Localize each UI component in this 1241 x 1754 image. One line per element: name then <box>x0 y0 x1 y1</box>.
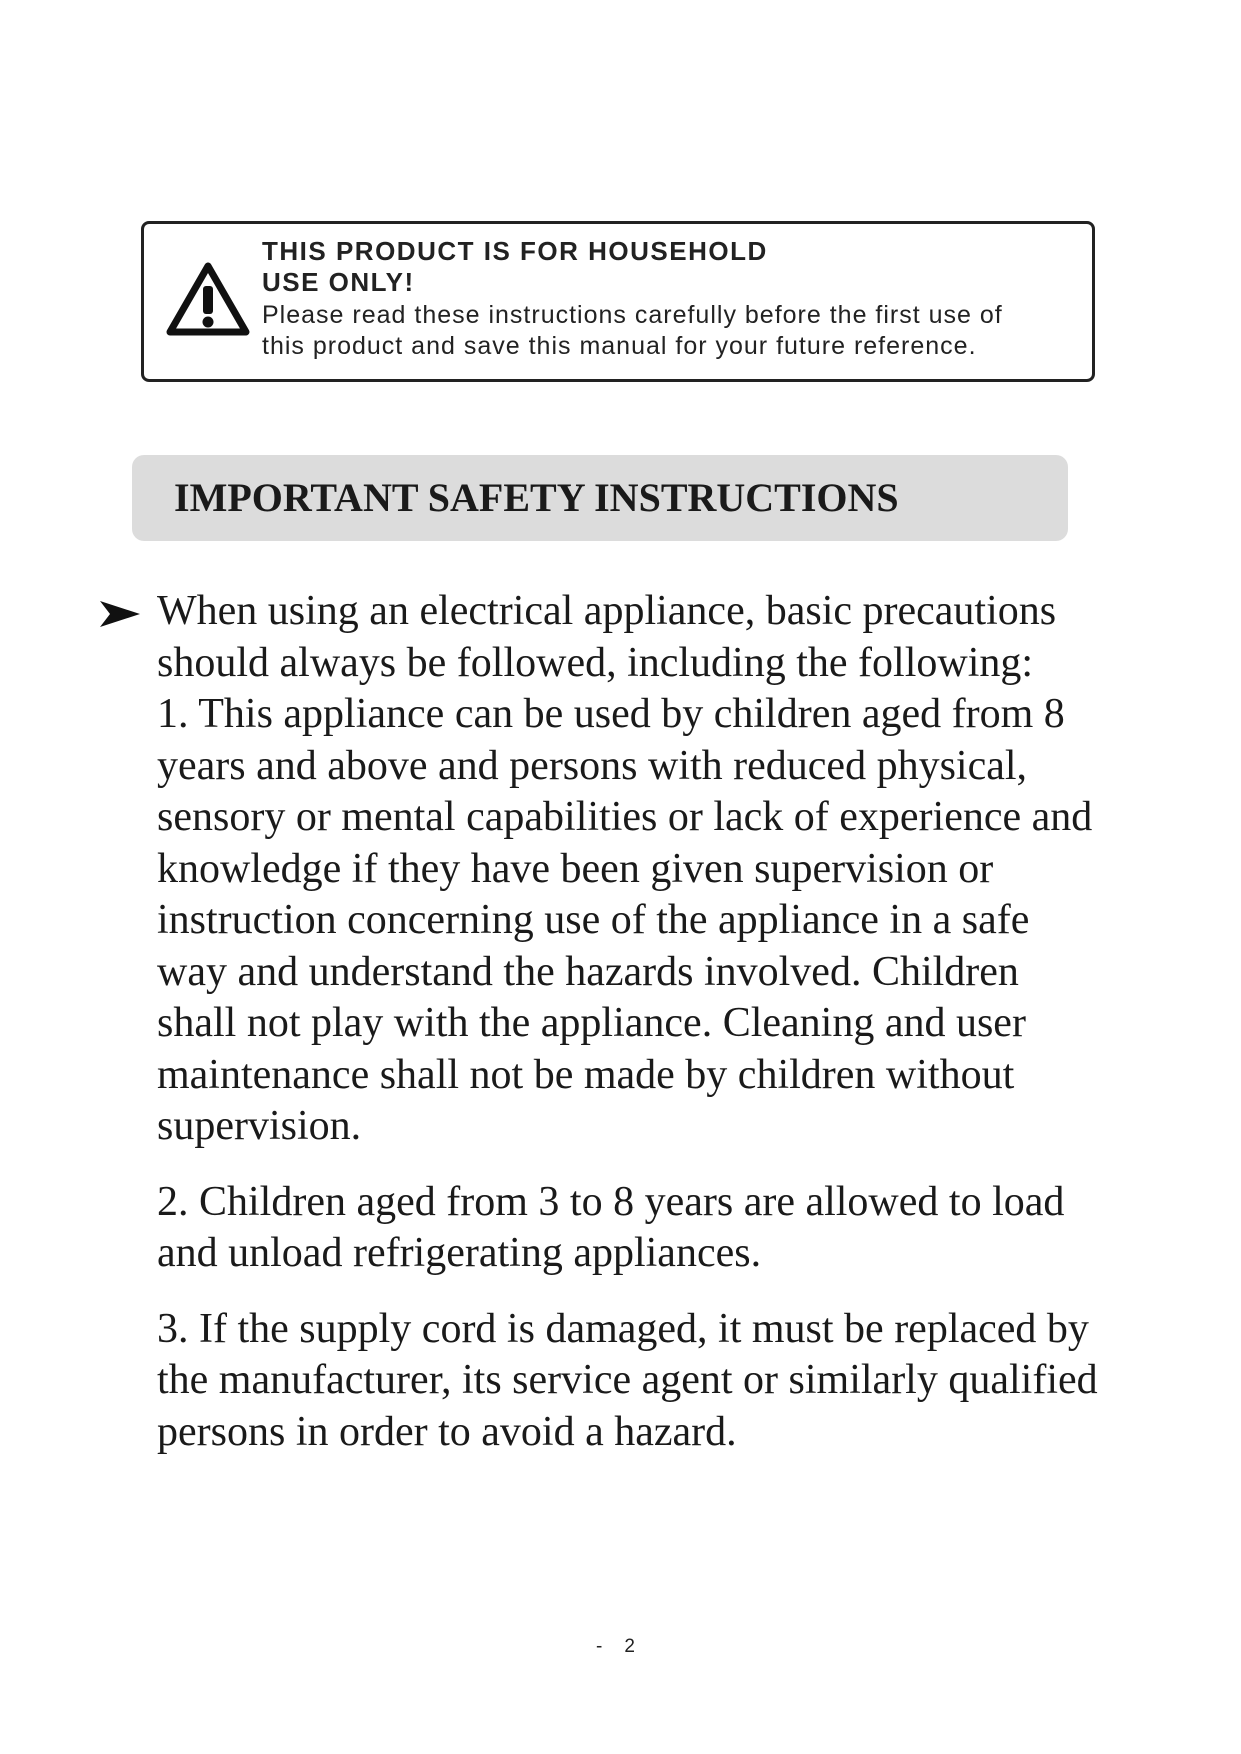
item-3-line: persons in order to avoid a hazard. <box>157 1408 737 1455</box>
section-banner <box>132 455 1068 541</box>
instructions-body <box>157 586 1157 1458</box>
warning-heading-line-1: THIS PRODUCT IS FOR HOUSEHOLD <box>262 236 768 266</box>
item-3-line: 3. If the supply cord is damaged, it must be replaced by <box>157 1305 1089 1352</box>
page-number-dash: - <box>596 1636 603 1657</box>
instruction-item-2 <box>157 1177 1157 1280</box>
warning-text-line-2: this product and save this manual for your future reference. <box>262 332 977 360</box>
warning-heading-line-2: USE ONLY! <box>262 267 415 297</box>
item-1-line: maintenance shall not be made by children without <box>157 1051 1015 1098</box>
page-footer <box>596 1636 635 1658</box>
instruction-item-3 <box>157 1304 1157 1459</box>
item-1-line: way and understand the hazards involved. Children <box>157 948 1019 995</box>
arrowhead-bullet-icon <box>100 601 140 627</box>
warning-text <box>262 300 1082 362</box>
item-3-line: the manufacturer, its service agent or similarly qualified <box>157 1357 1098 1403</box>
section-title: IMPORTANT SAFETY INSTRUCTIONS <box>174 475 899 520</box>
page-number: 2 <box>624 1636 635 1657</box>
intro-line-2: should always be followed, including the following: <box>157 639 1034 686</box>
item-1-line: instruction concerning use of the appliance in a safe <box>157 897 1030 943</box>
intro-paragraph <box>157 586 1157 689</box>
warning-text-line-1: Please read these instructions carefully before the first use of <box>262 301 1003 329</box>
item-1-line: sensory or mental capabilities or lack of experience and <box>157 794 1093 840</box>
item-1-line: supervision. <box>157 1103 362 1149</box>
intro-line-1: When using an electrical appliance, basic precautions <box>157 588 1057 634</box>
warning-triangle-icon <box>165 260 251 338</box>
item-1-line: years and above and persons with reduced physical, <box>157 742 1028 789</box>
item-1-line: shall not play with the appliance. Cleaning and user <box>157 1000 1026 1046</box>
instruction-item-1 <box>157 689 1157 1153</box>
household-warning-box <box>141 221 1095 382</box>
item-2-line: and unload refrigerating appliances. <box>157 1230 762 1276</box>
item-2-line: 2. Children aged from 3 to 8 years are allowed to load <box>157 1178 1065 1225</box>
item-1-line: 1. This appliance can be used by children aged from 8 <box>157 691 1065 737</box>
warning-heading <box>262 236 862 298</box>
item-1-line: knowledge if they have been given supervision or <box>157 845 994 892</box>
